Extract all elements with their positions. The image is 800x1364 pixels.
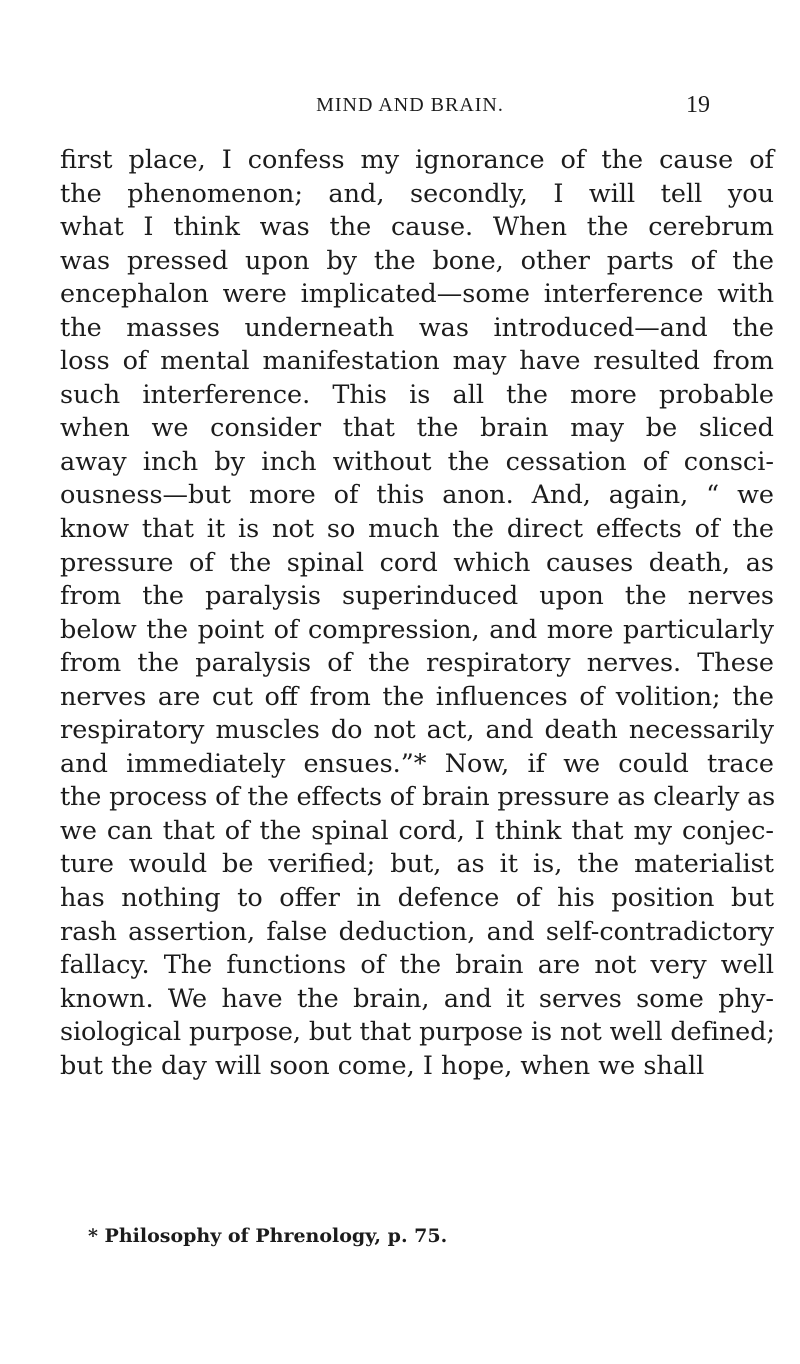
text-line: below the point of compression, and more particularly	[60, 614, 774, 645]
text-line: pressure of the spinal cord which causes death, as	[60, 547, 774, 578]
text-line: has nothing to offer in defence of his position but	[60, 883, 774, 914]
text-line: what I think was the cause. When the cerebrum	[60, 212, 774, 243]
text-line: rash assertion, false deduction, and self-contradictory	[60, 916, 774, 947]
text-line: ousness—but more of this anon. And, again, “ we	[60, 480, 774, 511]
text-line: respiratory muscles do not act, and death necessarily	[60, 715, 774, 746]
text-line: fallacy. The functions of the brain are not very well	[60, 950, 774, 981]
text-line: siological purpose, but that purpose is not well defined;	[60, 1017, 775, 1048]
text-line: and immediately ensues.”* Now, if we could trace	[60, 748, 774, 779]
text-line: encephalon were implicated—some interference with	[60, 279, 774, 310]
text-line: the masses underneath was introduced—and the	[60, 312, 774, 343]
text-line: loss of mental manifestation may have resulted from	[60, 346, 774, 377]
text-line: known. We have the brain, and it serves some phy-	[60, 983, 774, 1014]
text-line: such interference. This is all the more probable	[60, 379, 774, 410]
text-line: nerves are cut off from the influences of volition; the	[60, 681, 774, 712]
text-line: the phenomenon; and, secondly, I will tell you	[60, 178, 774, 209]
text-line: ture would be verified; but, as it is, the materialist	[60, 849, 774, 880]
text-line: from the paralysis of the respiratory nerves. These	[60, 648, 774, 679]
text-line: know that it is not so much the direct effects of the	[60, 514, 774, 545]
body-text	[60, 144, 774, 1083]
running-head	[150, 92, 710, 124]
text-line: from the paralysis superinduced upon the nerves	[60, 581, 774, 612]
running-title: MIND AND BRAIN.	[316, 94, 504, 116]
text-line: first place, I confess my ignorance of the cause of	[60, 145, 774, 175]
text-line: the process of the effects of brain pressure as clearly as	[60, 782, 776, 813]
text-line: we can that of the spinal cord, I think that my conjec-	[60, 815, 774, 846]
text-line: away inch by inch without the cessation of consci-	[60, 446, 774, 477]
footnote: * Philosophy of Phrenology, p. 75.	[88, 1225, 448, 1247]
page-number: 19	[686, 92, 710, 118]
text-line: was pressed upon by the bone, other parts of the	[60, 245, 774, 276]
text-line: when we consider that the brain may be sliced	[60, 413, 774, 444]
text-line: but the day will soon come, I hope, when we shall	[60, 1050, 705, 1081]
